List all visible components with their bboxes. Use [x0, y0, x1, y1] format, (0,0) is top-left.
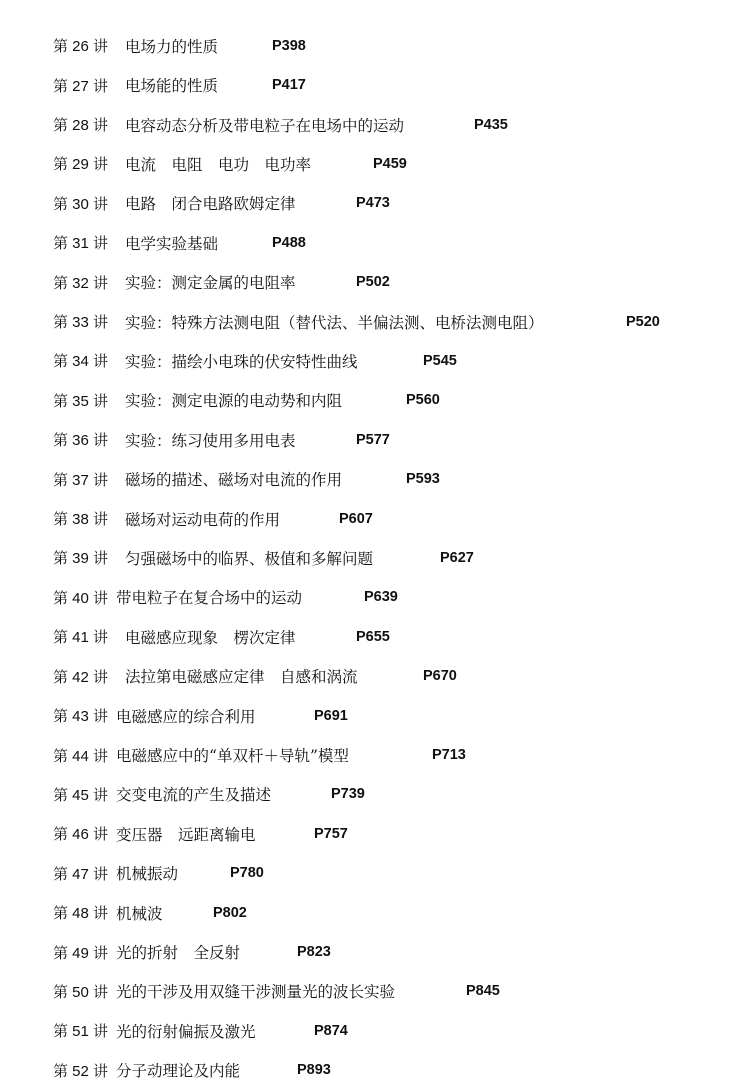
toc-entry[interactable] [53, 696, 743, 735]
lecture-title: 实验：测定金属的电阻率 [125, 274, 296, 293]
page-reference: P520 [626, 313, 660, 330]
page-reference: P823 [297, 944, 331, 961]
page-reference: P739 [331, 786, 365, 803]
page-reference: P593 [406, 471, 440, 488]
page-reference: P893 [297, 1062, 331, 1079]
lecture-number: 第 26 讲 [53, 38, 109, 56]
toc-entry[interactable] [53, 775, 743, 814]
toc-entry[interactable] [53, 381, 743, 420]
lecture-number: 第 42 讲 [53, 668, 109, 686]
lecture-number: 第 52 讲 [53, 1062, 109, 1080]
page-reference: P435 [474, 116, 508, 133]
toc-entry[interactable] [53, 65, 743, 104]
page-reference: P417 [272, 77, 306, 94]
toc-entry[interactable] [53, 302, 743, 341]
lecture-title: 电场能的性质 [125, 77, 219, 96]
page-reference: P398 [272, 37, 306, 54]
lecture-number: 第 32 讲 [53, 274, 109, 292]
lecture-title: 变压器 远距离输电 [116, 825, 256, 844]
table-of-contents [53, 26, 743, 1090]
lecture-number: 第 36 讲 [53, 432, 109, 450]
lecture-title: 电容动态分析及带电粒子在电场中的运动 [125, 116, 405, 135]
toc-entry[interactable] [53, 144, 743, 183]
toc-entry[interactable] [53, 538, 743, 577]
lecture-title: 电磁感应中的“单双杆＋导轨”模型 [116, 747, 349, 766]
toc-entry[interactable] [53, 105, 743, 144]
lecture-number: 第 43 讲 [53, 708, 109, 726]
lecture-title: 匀强磁场中的临界、极值和多解问题 [125, 549, 374, 568]
page-reference: P473 [356, 195, 390, 212]
lecture-number: 第 46 讲 [53, 826, 109, 844]
lecture-number: 第 49 讲 [53, 944, 109, 962]
lecture-number: 第 39 讲 [53, 550, 109, 568]
toc-entry[interactable] [53, 1011, 743, 1050]
lecture-title: 分子动理论及内能 [116, 1062, 241, 1081]
toc-entry[interactable] [53, 972, 743, 1011]
page-reference: P545 [423, 352, 457, 369]
page-reference: P502 [356, 274, 390, 291]
toc-entry[interactable] [53, 657, 743, 696]
toc-entry[interactable] [53, 459, 743, 498]
lecture-number: 第 37 讲 [53, 471, 109, 489]
lecture-number: 第 29 讲 [53, 156, 109, 174]
page-reference: P757 [314, 825, 348, 842]
lecture-title: 电磁感应现象 楞次定律 [125, 628, 296, 647]
page-reference: P639 [364, 589, 398, 606]
page-reference: P691 [314, 707, 348, 724]
page-reference: P802 [213, 904, 247, 921]
toc-entry[interactable] [53, 1051, 743, 1090]
lecture-number: 第 41 讲 [53, 629, 109, 647]
page-reference: P577 [356, 431, 390, 448]
lecture-number: 第 28 讲 [53, 117, 109, 135]
page-reference: P607 [339, 510, 373, 527]
toc-entry[interactable] [53, 578, 743, 617]
lecture-title: 实验：测定电源的电动势和内阻 [125, 392, 343, 411]
lecture-number: 第 50 讲 [53, 983, 109, 1001]
lecture-number: 第 34 讲 [53, 353, 109, 371]
lecture-title: 磁场对运动电荷的作用 [125, 510, 281, 529]
page-reference: P560 [406, 392, 440, 409]
lecture-title: 光的衍射偏振及激光 [116, 1022, 256, 1041]
page-reference: P627 [440, 549, 474, 566]
lecture-title: 电流 电阻 电功 电功率 [125, 155, 312, 174]
toc-entry[interactable] [53, 932, 743, 971]
lecture-number: 第 47 讲 [53, 865, 109, 883]
toc-entry[interactable] [53, 617, 743, 656]
lecture-number: 第 51 讲 [53, 1023, 109, 1041]
lecture-title: 法拉第电磁感应定律 自感和涡流 [125, 668, 358, 687]
toc-entry[interactable] [53, 854, 743, 893]
lecture-number: 第 45 讲 [53, 786, 109, 804]
lecture-number: 第 44 讲 [53, 747, 109, 765]
lecture-title: 磁场的描述、磁场对电流的作用 [125, 471, 343, 490]
lecture-number: 第 33 讲 [53, 314, 109, 332]
page-reference: P655 [356, 628, 390, 645]
toc-entry[interactable] [53, 26, 743, 65]
page-reference: P845 [466, 983, 500, 1000]
toc-entry[interactable] [53, 499, 743, 538]
page-reference: P780 [230, 865, 264, 882]
lecture-title: 光的干涉及用双缝干涉测量光的波长实验 [116, 983, 396, 1002]
toc-entry[interactable] [53, 341, 743, 380]
page-reference: P670 [423, 668, 457, 685]
lecture-number: 第 48 讲 [53, 905, 109, 923]
lecture-title: 实验：练习使用多用电表 [125, 431, 296, 450]
lecture-number: 第 35 讲 [53, 392, 109, 410]
lecture-title: 机械波 [116, 904, 163, 923]
lecture-number: 第 30 讲 [53, 195, 109, 213]
toc-entry[interactable] [53, 223, 743, 262]
lecture-number: 第 27 讲 [53, 77, 109, 95]
lecture-title: 电路 闭合电路欧姆定律 [125, 195, 296, 214]
lecture-number: 第 40 讲 [53, 589, 109, 607]
toc-entry[interactable] [53, 735, 743, 774]
toc-entry[interactable] [53, 893, 743, 932]
toc-entry[interactable] [53, 262, 743, 301]
lecture-title: 实验：特殊方法测电阻（替代法、半偏法测、电桥法测电阻） [125, 313, 544, 332]
toc-entry[interactable] [53, 420, 743, 459]
lecture-title: 交变电流的产生及描述 [116, 786, 272, 805]
page-reference: P874 [314, 1022, 348, 1039]
lecture-title: 光的折射 全反射 [116, 944, 241, 963]
lecture-title: 实验：描绘小电珠的伏安特性曲线 [125, 352, 358, 371]
lecture-title: 电磁感应的综合利用 [116, 707, 256, 726]
page-reference: P459 [373, 155, 407, 172]
toc-entry[interactable] [53, 184, 743, 223]
lecture-number: 第 38 讲 [53, 511, 109, 529]
lecture-title: 电场力的性质 [125, 37, 219, 56]
lecture-title: 机械振动 [116, 865, 179, 884]
page-reference: P713 [432, 747, 466, 764]
lecture-title: 电学实验基础 [125, 234, 219, 253]
lecture-title: 带电粒子在复合场中的运动 [116, 589, 303, 608]
lecture-number: 第 31 讲 [53, 235, 109, 253]
page-reference: P488 [272, 234, 306, 251]
toc-entry[interactable] [53, 814, 743, 853]
